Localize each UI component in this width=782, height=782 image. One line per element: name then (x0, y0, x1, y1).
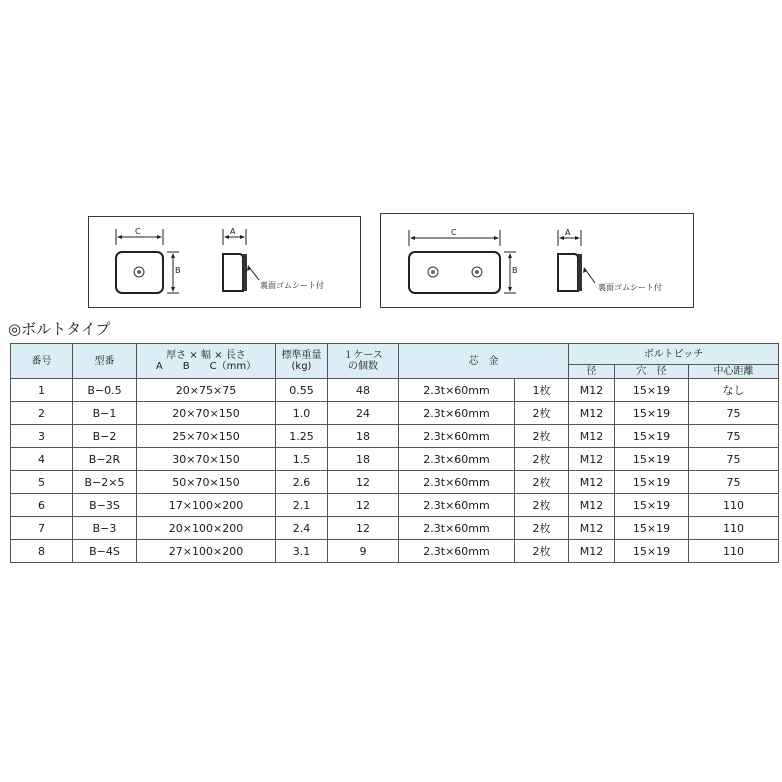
pad-drawing-left (89, 217, 360, 307)
cell-quantity: 24 (328, 402, 399, 425)
cell-dimensions: 50×70×150 (137, 471, 276, 494)
cell-core: 2.3t×60mm (399, 517, 515, 540)
cell-diameter: M12 (569, 471, 615, 494)
cell-number: 4 (11, 448, 73, 471)
section-title: ◎ボルトタイプ (8, 320, 111, 338)
cell-core: 2.3t×60mm (399, 379, 515, 402)
rubber-sheet-note: 裏面ゴムシート付 (260, 281, 324, 290)
cell-diameter: M12 (569, 494, 615, 517)
pad-drawing-right (381, 214, 693, 307)
cell-center-distance: 110 (689, 517, 779, 540)
cell-diameter: M12 (569, 448, 615, 471)
dim-label-a: A (230, 227, 236, 236)
cell-dimensions: 20×70×150 (137, 402, 276, 425)
header-dimensions (137, 344, 276, 379)
cell-core: 2.3t×60mm (399, 540, 515, 563)
cell-core-count: 2枚 (515, 494, 569, 517)
header-weight-line2: (kg) (291, 361, 312, 372)
cell-center-distance: なし (689, 379, 779, 402)
header-quantity (328, 344, 399, 379)
cell-weight: 1.25 (276, 425, 328, 448)
diagram-panel-left (88, 216, 361, 308)
cell-dimensions: 20×100×200 (137, 517, 276, 540)
table-row (11, 448, 779, 471)
cell-center-distance: 75 (689, 402, 779, 425)
cell-center-distance: 110 (689, 494, 779, 517)
cell-weight: 2.4 (276, 517, 328, 540)
header-model: 型番 (73, 344, 137, 379)
cell-hole: 15×19 (615, 494, 689, 517)
table-row (11, 517, 779, 540)
cell-core-count: 2枚 (515, 425, 569, 448)
cell-model: B−0.5 (73, 379, 137, 402)
dim-label-b: B (175, 266, 181, 275)
cell-hole: 15×19 (615, 448, 689, 471)
rubber-sheet-note: 裏面ゴムシート付 (598, 283, 662, 292)
cell-core: 2.3t×60mm (399, 425, 515, 448)
cell-quantity: 18 (328, 425, 399, 448)
cell-core-count: 2枚 (515, 540, 569, 563)
cell-diameter: M12 (569, 425, 615, 448)
cell-core: 2.3t×60mm (399, 494, 515, 517)
cell-core: 2.3t×60mm (399, 402, 515, 425)
cell-quantity: 18 (328, 448, 399, 471)
cell-number: 1 (11, 379, 73, 402)
header-weight-line1: 標準重量 (281, 350, 322, 361)
cell-core-count: 2枚 (515, 448, 569, 471)
cell-number: 8 (11, 540, 73, 563)
header-weight (276, 344, 328, 379)
cell-weight: 3.1 (276, 540, 328, 563)
cell-core: 2.3t×60mm (399, 471, 515, 494)
table-row (11, 471, 779, 494)
cell-number: 3 (11, 425, 73, 448)
cell-center-distance: 75 (689, 471, 779, 494)
cell-number: 7 (11, 517, 73, 540)
cell-model: B−4S (73, 540, 137, 563)
cell-model: B−3S (73, 494, 137, 517)
cell-hole: 15×19 (615, 402, 689, 425)
spec-table (10, 343, 779, 563)
cell-weight: 2.1 (276, 494, 328, 517)
cell-diameter: M12 (569, 517, 615, 540)
header-bolt-pitch: ボルトピッチ (569, 344, 779, 365)
table-row (11, 425, 779, 448)
cell-hole: 15×19 (615, 425, 689, 448)
cell-weight: 2.6 (276, 471, 328, 494)
cell-weight: 0.55 (276, 379, 328, 402)
header-diameter: 径 (569, 365, 615, 379)
cell-model: B−1 (73, 402, 137, 425)
dim-label-c: C (135, 227, 141, 236)
dim-label-c: C (451, 228, 457, 237)
cell-diameter: M12 (569, 379, 615, 402)
cell-weight: 1.0 (276, 402, 328, 425)
cell-diameter: M12 (569, 540, 615, 563)
header-center-distance: 中心距離 (689, 365, 779, 379)
table-body (11, 379, 779, 563)
header-core: 芯 金 (399, 344, 569, 379)
cell-model: B−2×5 (73, 471, 137, 494)
cell-number: 5 (11, 471, 73, 494)
table-row (11, 402, 779, 425)
cell-core-count: 2枚 (515, 517, 569, 540)
cell-hole: 15×19 (615, 517, 689, 540)
cell-core-count: 2枚 (515, 471, 569, 494)
cell-quantity: 12 (328, 517, 399, 540)
header-number: 番号 (11, 344, 73, 379)
table-row (11, 379, 779, 402)
diagram-panel-right (380, 213, 694, 308)
header-dimensions-line2: A B C（mm） (155, 361, 257, 372)
cell-dimensions: 25×70×150 (137, 425, 276, 448)
cell-weight: 1.5 (276, 448, 328, 471)
cell-quantity: 12 (328, 471, 399, 494)
header-dimensions-line1: 厚さ × 幅 × 長さ (166, 350, 246, 361)
cell-center-distance: 75 (689, 448, 779, 471)
cell-dimensions: 17×100×200 (137, 494, 276, 517)
dim-label-a: A (565, 228, 571, 237)
cell-hole: 15×19 (615, 379, 689, 402)
cell-center-distance: 110 (689, 540, 779, 563)
cell-number: 6 (11, 494, 73, 517)
cell-core-count: 2枚 (515, 402, 569, 425)
cell-model: B−2 (73, 425, 137, 448)
cell-model: B−3 (73, 517, 137, 540)
cell-center-distance: 75 (689, 425, 779, 448)
cell-hole: 15×19 (615, 471, 689, 494)
cell-quantity: 9 (328, 540, 399, 563)
header-quantity-line2: の個数 (348, 361, 378, 372)
dim-label-b: B (512, 266, 518, 275)
header-hole: 穴 径 (615, 365, 689, 379)
cell-quantity: 12 (328, 494, 399, 517)
cell-hole: 15×19 (615, 540, 689, 563)
cell-quantity: 48 (328, 379, 399, 402)
cell-dimensions: 30×70×150 (137, 448, 276, 471)
cell-model: B−2R (73, 448, 137, 471)
cell-diameter: M12 (569, 402, 615, 425)
header-quantity-line1: １ケース (343, 350, 383, 361)
cell-dimensions: 20×75×75 (137, 379, 276, 402)
cell-core: 2.3t×60mm (399, 448, 515, 471)
table-row (11, 494, 779, 517)
table-row (11, 540, 779, 563)
cell-dimensions: 27×100×200 (137, 540, 276, 563)
cell-number: 2 (11, 402, 73, 425)
cell-core-count: 1枚 (515, 379, 569, 402)
